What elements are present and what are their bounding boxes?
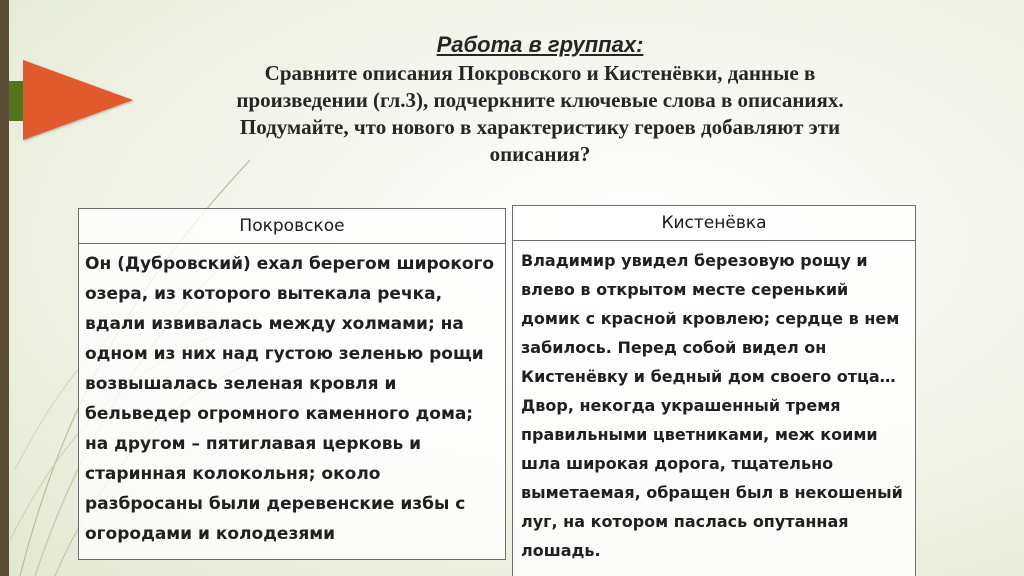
- task-description: [150, 60, 930, 168]
- pokrovskoe-text: Он (Дубровский) ехал берегом широкого озера, из которого вытекала речка, вдали извивалась между холмами; на одном из них над густою зеленью рощи возвышалась зеленая кровля и бельведер огромного каменного дома; на другом – пятиглавая церковь и старинная колокольня; около разбросаны были деревенские избы с огородами и колодезями: [85, 254, 495, 544]
- task-line: описания?: [489, 142, 591, 166]
- task-line: произведении (гл.3), подчеркните ключевые слова в описаниях.: [236, 88, 844, 112]
- task-line: Сравните описания Покровского и Кистенёвки, данные в: [264, 61, 816, 85]
- slide-title: Работа в группах:: [436, 32, 644, 57]
- slide-header: [150, 32, 930, 168]
- pokrovskoe-column: [78, 208, 506, 560]
- pokrovskoe-header: Покровское: [79, 209, 505, 244]
- kistenevka-text: Владимир увидел березовую рощу и влево в открытом месте серенький домик с красной кровлею; сердце в нем забилось. Перед собой видел он Кистенёвку и бедный дом своего отца… Двор, некогда украшенный тремя правильными цветниками, меж коими шла широкая дорога, тщательно выметаемая, обращен был в некошеный луг, на котором паслась опутанная лошадь.: [521, 251, 903, 560]
- arrow-right-icon: [23, 60, 133, 140]
- kistenevka-column: [512, 205, 916, 576]
- task-line: Подумайте, что нового в характеристику героев добавляют эти: [239, 115, 841, 139]
- accent-bar: [9, 81, 23, 121]
- kistenevka-header: Кистенёвка: [513, 206, 915, 241]
